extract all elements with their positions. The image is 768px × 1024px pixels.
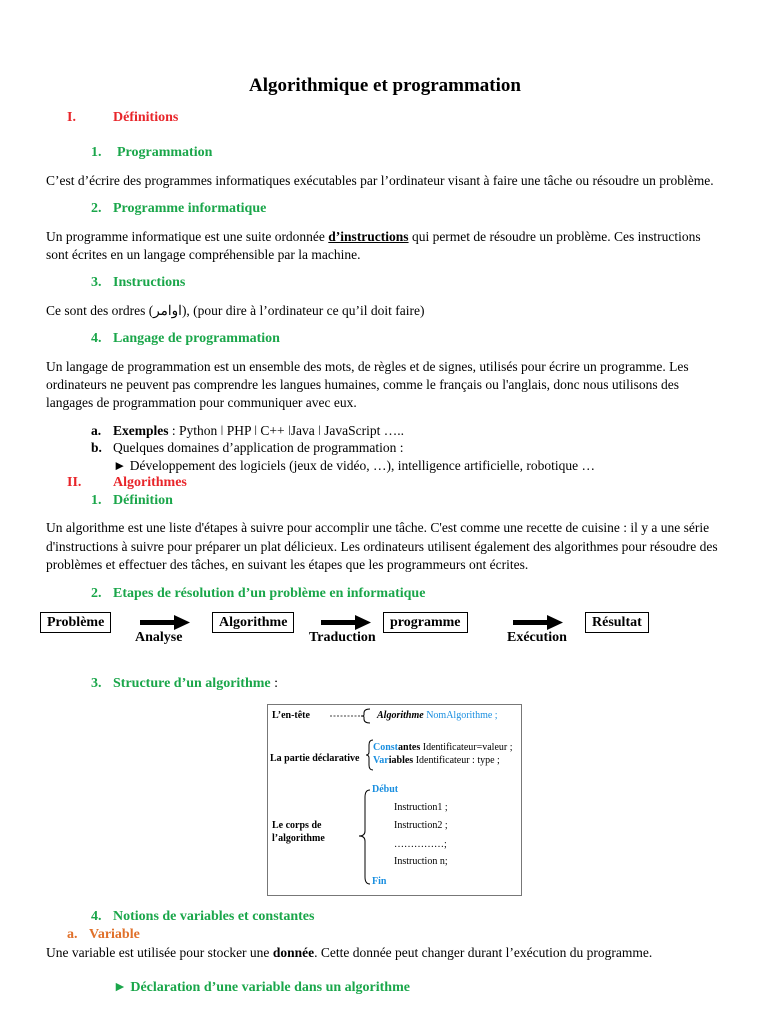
struct-brace-entete-icon (330, 708, 374, 724)
subsection-1-2-title: Programme informatique (113, 201, 267, 216)
struct-var-text: Identificateur : type ; (413, 755, 500, 766)
struct-instruction-2: Instruction2 ; (394, 820, 448, 831)
struct-debut: Début (372, 784, 399, 795)
label-traduction: Traduction (309, 630, 376, 645)
donnee-keyword: donnée (272, 945, 315, 960)
step-box-resultat: Résultat (585, 612, 649, 633)
subsection-1-4-title: Langage de programmation (113, 331, 280, 346)
struct-dots: ……………; (394, 839, 447, 850)
subsection-2-3-title: Structure d’un algorithme (113, 676, 271, 691)
subsection-2-3-number: 3. (91, 676, 102, 691)
algo-def-line3: problèmes et effectuer des tâches, en suivant les étapes que les programmeurs ont écrites. (46, 557, 529, 572)
struct-var-kw1: Var (373, 755, 389, 766)
subsection-2-4-number: 4. (91, 909, 102, 924)
langage-text-line3: langages de programmation pour communiquer avec eux. (46, 395, 357, 410)
variable-label: a. (67, 927, 78, 942)
struct-brace-corps-icon (358, 789, 370, 885)
algo-def-line2: d'instructions à suivre pour préparer un plat délicieux. Les ordinateurs utilisent également des algorithmes pour résoudre des (46, 539, 718, 554)
langage-text-line1: Un langage de programmation est un ensemble des mots, de règles et de signes, utilisés pour écrire un programme. Les (46, 359, 689, 374)
structure-heading (113, 676, 278, 692)
programme-text-a: Un programme informatique est une suite ordonnée (46, 229, 329, 244)
subsection-2-1-number: 1. (91, 493, 102, 508)
section-2-number: II. (67, 475, 82, 490)
instructions-text: Ce sont des ordres (اوامر), (pour dire à l’ordinateur ce qu’il doit faire) (46, 303, 425, 318)
variable-title: Variable (89, 927, 140, 942)
examples-text: : Python ǀ PHP ǀ C++ ǀJava ǀ JavaScript ….. (168, 423, 405, 438)
programme-text-b: qui permet de résoudre un problème. Ces instructions (408, 229, 701, 244)
subsection-1-3-title: Instructions (113, 275, 186, 290)
subsection-1-3-number: 3. (91, 275, 102, 290)
subsection-2-1-title: Définition (113, 493, 173, 508)
algo-def-line1: Un algorithme est une liste d'étapes à suivre pour accomplir une tâche. C'est comme une recette de cuisine : il y a une série (46, 520, 710, 535)
structure-colon: : (270, 676, 279, 691)
variable-text-a: Une variable est utilisée pour stocker une (46, 945, 273, 960)
examples-label: Exemples (113, 423, 169, 438)
struct-corps-label2: l’algorithme (272, 833, 325, 844)
subsection-2-4-title: Notions de variables et constantes (113, 909, 315, 924)
langage-text-line2: ordinateurs ne peuvent pas comprendre les langues humaines, comme le français ou l'anglais, donc nous utilisons des (46, 377, 680, 392)
struct-algo-keyword: Algorithme (377, 710, 424, 721)
subsection-2-2-number: 2. (91, 586, 102, 601)
struct-var-line (373, 755, 500, 766)
label-analyse: Analyse (135, 630, 183, 645)
struct-const-kw2: antes (398, 742, 421, 753)
list-b-label: b. (91, 440, 102, 455)
programme-text-line1 (46, 229, 701, 245)
struct-fin: Fin (372, 876, 387, 887)
struct-instruction-n: Instruction n; (394, 856, 448, 867)
subsection-2-2-title: Etapes de résolution d’un problème en informatique (113, 586, 426, 601)
domains-text: Quelques domaines d’application de programmation : (113, 440, 404, 455)
struct-algo-name: NomAlgorithme ; (423, 710, 498, 721)
variable-text-b: . Cette donnée peut changer durant l’exécution du programme. (314, 945, 653, 960)
list-a-label: a. (91, 423, 102, 438)
struct-instruction-1: Instruction1 ; (394, 802, 448, 813)
section-1-number: I. (67, 110, 76, 125)
step-box-probleme: Problème (40, 612, 111, 633)
step-box-algorithme: Algorithme (212, 612, 294, 633)
struct-var-kw2: iables (388, 755, 414, 766)
struct-algo-line (377, 710, 498, 721)
domains-bullet: ► Développement des logiciels (jeux de vidéo, …), intelligence artificielle, robotique … (113, 458, 595, 473)
struct-partie-label: La partie déclarative (270, 753, 360, 764)
struct-corps-label1: Le corps de (272, 820, 322, 831)
algorithm-structure-figure (267, 704, 522, 896)
subsection-1-2-number: 2. (91, 201, 102, 216)
variable-text (46, 945, 652, 961)
instructions-keyword: d’instructions (328, 229, 409, 244)
subsection-1-4-number: 4. (91, 331, 102, 346)
subsection-1-1-title: Programmation (117, 145, 213, 160)
programme-text-line2: sont écrites en un langage compréhensible par la machine. (46, 247, 361, 262)
struct-const-kw1: Const (373, 742, 399, 753)
struct-entete-label: L’en-tête (272, 710, 310, 721)
step-box-programme: programme (383, 612, 468, 633)
section-1-title: Définitions (113, 110, 179, 125)
declaration-heading: ► Déclaration d’une variable dans un algorithme (113, 980, 410, 995)
examples-line (113, 423, 404, 439)
struct-const-line (373, 742, 513, 753)
programmation-text: C’est d’écrire des programmes informatiques exécutables par l’ordinateur visant à faire une tâche ou résoudre un problème. (46, 173, 714, 188)
page-title: Algorithmique et programmation (249, 75, 521, 96)
subsection-1-1-number: 1. (91, 145, 102, 160)
section-2-title: Algorithmes (113, 475, 187, 490)
label-execution: Exécution (507, 630, 567, 645)
struct-const-text: Identificateur=valeur ; (420, 742, 513, 753)
